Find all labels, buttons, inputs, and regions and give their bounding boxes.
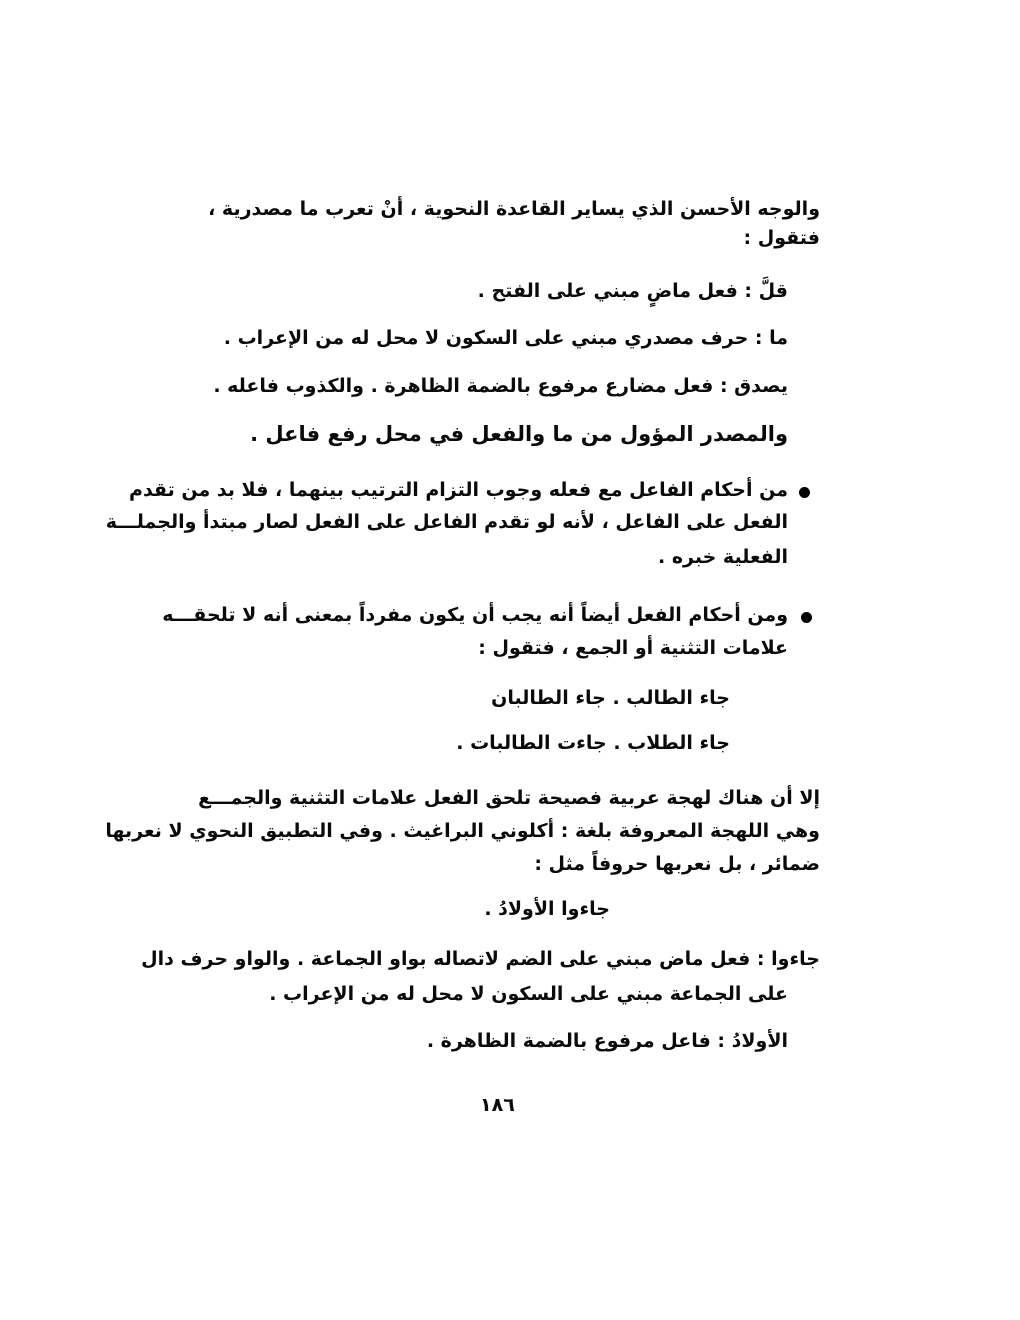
paragraph-line: وهي اللهجة المعروفة بلغة : أكلوني البراغيث . وفي التطبيق النحوي لا نعربها [105,820,820,842]
paragraph-line: إلا أن هناك لهجة عربية فصيحة تلحق الفعل علامات التثنية والجمـــع [198,787,820,809]
parsing-line: قلَّ : فعل ماضٍ مبني على الفتح . [477,280,788,302]
parsing-line: ما : حرف مصدري مبني على السكون لا محل له من الإعراب . [223,327,788,349]
paragraph-line: والوجه الأحسن الذي يساير القاعدة النحوية ، أنْ تعرب ما مصدرية ، [208,198,820,220]
bullet-icon [801,612,812,623]
bullet-line: الفعل على الفاعل ، لأنه لو تقدم الفاعل على الفعل لصار مبتدأ والجملـــة [105,511,788,533]
paragraph-line: فتقول : [743,227,820,249]
bullet-line: من أحكام الفاعل مع فعله وجوب التزام الترتيب بينهما ، فلا بد من تقدم [129,479,788,501]
parsing-line: الأولادُ : فاعل مرفوع بالضمة الظاهرة . [426,1030,788,1052]
parsing-line: على الجماعة مبني على السكون لا محل له من الإعراب . [269,983,788,1005]
example-line: جاء الطلاب . جاءت الطالبات . [456,732,730,754]
bullet-line: ومن أحكام الفعل أيضاً أنه يجب أن يكون مفرداً بمعنى أنه لا تلحقـــه [162,604,788,626]
parsing-line: يصدق : فعل مضارع مرفوع بالضمة الظاهرة . والكذوب فاعله . [213,375,788,397]
bullet-line: علامات التثنية أو الجمع ، فتقول : [478,637,788,659]
example-line: جاءوا الأولادُ . [484,898,610,920]
example-line: جاء الطالب . جاء الطالبان [491,687,730,709]
page-number: ١٨٦ [480,1094,515,1116]
paragraph-line: ضمائر ، بل نعربها حروفاً مثل : [534,853,820,875]
bullet-line: الفعلية خبره . [657,546,788,568]
bullet-icon [799,487,810,498]
parsing-line: والمصدر المؤول من ما والفعل في محل رفع فاعل . [250,422,788,446]
parsing-line: جاءوا : فعل ماض مبني على الضم لاتصاله بواو الجماعة . والواو حرف دال [141,948,820,970]
